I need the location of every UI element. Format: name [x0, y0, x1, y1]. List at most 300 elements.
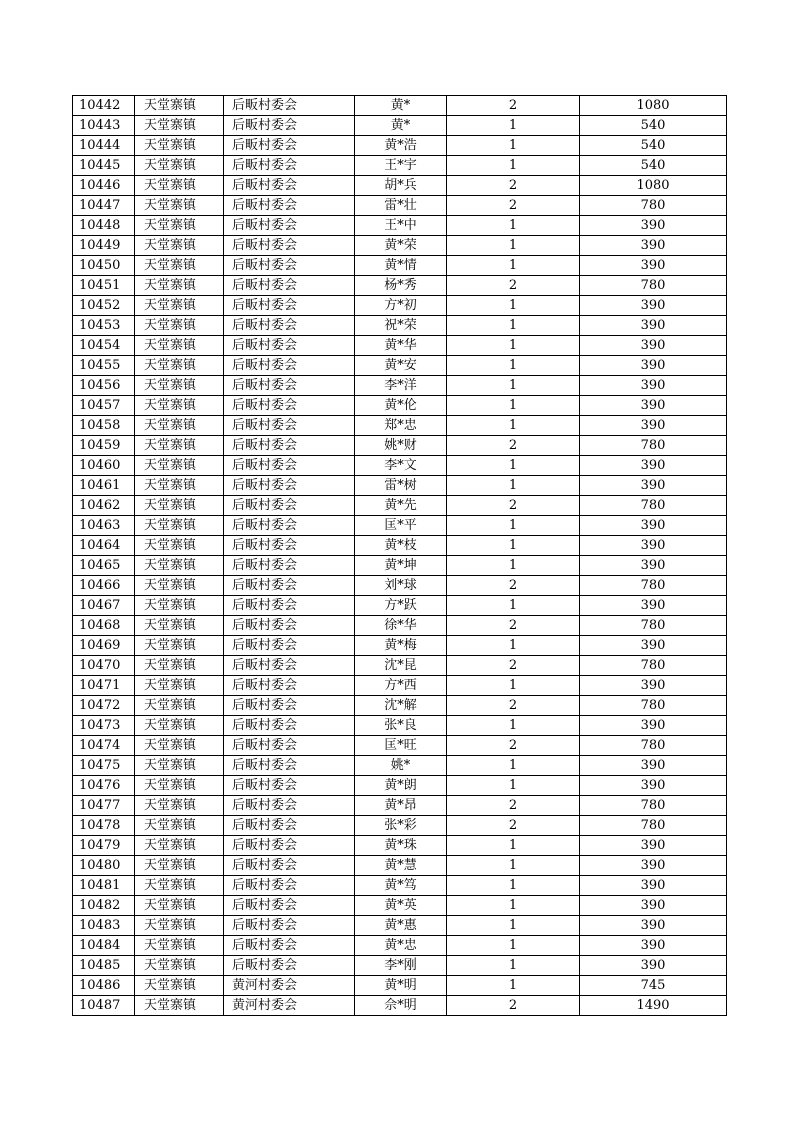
- town-cell: 天堂寨镇: [135, 436, 224, 456]
- amount-cell: 390: [580, 476, 727, 496]
- village-committee-cell: 后畈村委会: [224, 376, 355, 396]
- village-committee-cell: 后畈村委会: [224, 296, 355, 316]
- village-committee-cell: 后畈村委会: [224, 176, 355, 196]
- count-cell: 1: [447, 116, 580, 136]
- name-cell: 黄*: [355, 96, 447, 116]
- town-cell: 天堂寨镇: [135, 156, 224, 176]
- row-number-cell: 10465: [73, 556, 135, 576]
- row-number-cell: 10461: [73, 476, 135, 496]
- name-cell: 李*刚: [355, 956, 447, 976]
- row-number-cell: 10479: [73, 836, 135, 856]
- town-cell: 天堂寨镇: [135, 936, 224, 956]
- table-row: [73, 436, 727, 456]
- amount-cell: 390: [580, 336, 727, 356]
- table-row: [73, 916, 727, 936]
- name-cell: 方*跃: [355, 596, 447, 616]
- name-cell: 方*初: [355, 296, 447, 316]
- town-cell: 天堂寨镇: [135, 976, 224, 996]
- amount-cell: 390: [580, 376, 727, 396]
- village-committee-cell: 后畈村委会: [224, 636, 355, 656]
- table-row: [73, 576, 727, 596]
- table-row: [73, 836, 727, 856]
- amount-cell: 390: [580, 636, 727, 656]
- town-cell: 天堂寨镇: [135, 796, 224, 816]
- count-cell: 1: [447, 856, 580, 876]
- town-cell: 天堂寨镇: [135, 736, 224, 756]
- village-committee-cell: 后畈村委会: [224, 876, 355, 896]
- data-table: [72, 95, 727, 1016]
- village-committee-cell: 后畈村委会: [224, 696, 355, 716]
- name-cell: 黄*荣: [355, 236, 447, 256]
- table-row: [73, 536, 727, 556]
- town-cell: 天堂寨镇: [135, 176, 224, 196]
- name-cell: 郑*忠: [355, 416, 447, 436]
- amount-cell: 780: [580, 276, 727, 296]
- row-number-cell: 10467: [73, 596, 135, 616]
- row-number-cell: 10463: [73, 516, 135, 536]
- town-cell: 天堂寨镇: [135, 836, 224, 856]
- row-number-cell: 10448: [73, 216, 135, 236]
- count-cell: 2: [447, 576, 580, 596]
- row-number-cell: 10475: [73, 756, 135, 776]
- count-cell: 1: [447, 836, 580, 856]
- village-committee-cell: 后畈村委会: [224, 456, 355, 476]
- village-committee-cell: 后畈村委会: [224, 96, 355, 116]
- village-committee-cell: 后畈村委会: [224, 936, 355, 956]
- table-row: [73, 496, 727, 516]
- amount-cell: 390: [580, 856, 727, 876]
- village-committee-cell: 后畈村委会: [224, 316, 355, 336]
- row-number-cell: 10483: [73, 916, 135, 936]
- town-cell: 天堂寨镇: [135, 896, 224, 916]
- village-committee-cell: 后畈村委会: [224, 536, 355, 556]
- row-number-cell: 10487: [73, 996, 135, 1016]
- town-cell: 天堂寨镇: [135, 956, 224, 976]
- name-cell: 黄*昂: [355, 796, 447, 816]
- row-number-cell: 10477: [73, 796, 135, 816]
- town-cell: 天堂寨镇: [135, 196, 224, 216]
- count-cell: 1: [447, 456, 580, 476]
- name-cell: 方*西: [355, 676, 447, 696]
- town-cell: 天堂寨镇: [135, 996, 224, 1016]
- table-row: [73, 216, 727, 236]
- amount-cell: 390: [580, 776, 727, 796]
- name-cell: 杨*秀: [355, 276, 447, 296]
- row-number-cell: 10472: [73, 696, 135, 716]
- amount-cell: 390: [580, 676, 727, 696]
- table-row: [73, 336, 727, 356]
- row-number-cell: 10443: [73, 116, 135, 136]
- village-committee-cell: 后畈村委会: [224, 236, 355, 256]
- row-number-cell: 10480: [73, 856, 135, 876]
- town-cell: 天堂寨镇: [135, 496, 224, 516]
- village-committee-cell: 后畈村委会: [224, 496, 355, 516]
- count-cell: 1: [447, 396, 580, 416]
- row-number-cell: 10466: [73, 576, 135, 596]
- row-number-cell: 10469: [73, 636, 135, 656]
- town-cell: 天堂寨镇: [135, 316, 224, 336]
- count-cell: 1: [447, 296, 580, 316]
- table-row: [73, 596, 727, 616]
- table-row: [73, 396, 727, 416]
- amount-cell: 780: [580, 496, 727, 516]
- count-cell: 1: [447, 636, 580, 656]
- name-cell: 黄*浩: [355, 136, 447, 156]
- amount-cell: 390: [580, 316, 727, 336]
- name-cell: 张*彩: [355, 816, 447, 836]
- table-body: [73, 96, 727, 1016]
- town-cell: 天堂寨镇: [135, 96, 224, 116]
- village-committee-cell: 后畈村委会: [224, 596, 355, 616]
- name-cell: 佘*明: [355, 996, 447, 1016]
- amount-cell: 390: [580, 396, 727, 416]
- row-number-cell: 10453: [73, 316, 135, 336]
- table-row: [73, 236, 727, 256]
- village-committee-cell: 后畈村委会: [224, 136, 355, 156]
- row-number-cell: 10476: [73, 776, 135, 796]
- amount-cell: 780: [580, 196, 727, 216]
- row-number-cell: 10462: [73, 496, 135, 516]
- table-row: [73, 556, 727, 576]
- amount-cell: 1080: [580, 176, 727, 196]
- amount-cell: 390: [580, 536, 727, 556]
- count-cell: 1: [447, 956, 580, 976]
- table-row: [73, 896, 727, 916]
- amount-cell: 390: [580, 596, 727, 616]
- amount-cell: 390: [580, 936, 727, 956]
- table-row: [73, 276, 727, 296]
- table-row: [73, 196, 727, 216]
- amount-cell: 390: [580, 876, 727, 896]
- amount-cell: 390: [580, 236, 727, 256]
- name-cell: 李*洋: [355, 376, 447, 396]
- village-committee-cell: 后畈村委会: [224, 556, 355, 576]
- count-cell: 1: [447, 356, 580, 376]
- table-row: [73, 176, 727, 196]
- village-committee-cell: 后畈村委会: [224, 956, 355, 976]
- row-number-cell: 10485: [73, 956, 135, 976]
- town-cell: 天堂寨镇: [135, 616, 224, 636]
- village-committee-cell: 后畈村委会: [224, 716, 355, 736]
- amount-cell: 390: [580, 896, 727, 916]
- village-committee-cell: 后畈村委会: [224, 396, 355, 416]
- name-cell: 匡*平: [355, 516, 447, 536]
- town-cell: 天堂寨镇: [135, 776, 224, 796]
- amount-cell: 390: [580, 216, 727, 236]
- row-number-cell: 10449: [73, 236, 135, 256]
- table-row: [73, 616, 727, 636]
- count-cell: 1: [447, 336, 580, 356]
- count-cell: 2: [447, 276, 580, 296]
- row-number-cell: 10450: [73, 256, 135, 276]
- village-committee-cell: 黄河村委会: [224, 976, 355, 996]
- amount-cell: 390: [580, 416, 727, 436]
- village-committee-cell: 后畈村委会: [224, 116, 355, 136]
- count-cell: 1: [447, 256, 580, 276]
- amount-cell: 780: [580, 816, 727, 836]
- name-cell: 黄*珠: [355, 836, 447, 856]
- count-cell: 1: [447, 136, 580, 156]
- count-cell: 1: [447, 316, 580, 336]
- row-number-cell: 10470: [73, 656, 135, 676]
- village-committee-cell: 后畈村委会: [224, 256, 355, 276]
- row-number-cell: 10456: [73, 376, 135, 396]
- count-cell: 2: [447, 196, 580, 216]
- village-committee-cell: 后畈村委会: [224, 896, 355, 916]
- row-number-cell: 10457: [73, 396, 135, 416]
- name-cell: 黄*英: [355, 896, 447, 916]
- village-committee-cell: 黄河村委会: [224, 996, 355, 1016]
- name-cell: 姚*: [355, 756, 447, 776]
- village-committee-cell: 后畈村委会: [224, 416, 355, 436]
- name-cell: 黄*坤: [355, 556, 447, 576]
- town-cell: 天堂寨镇: [135, 296, 224, 316]
- town-cell: 天堂寨镇: [135, 136, 224, 156]
- town-cell: 天堂寨镇: [135, 256, 224, 276]
- table-row: [73, 876, 727, 896]
- count-cell: 2: [447, 96, 580, 116]
- table-row: [73, 636, 727, 656]
- count-cell: 1: [447, 716, 580, 736]
- table-row: [73, 716, 727, 736]
- village-committee-cell: 后畈村委会: [224, 736, 355, 756]
- town-cell: 天堂寨镇: [135, 876, 224, 896]
- amount-cell: 780: [580, 736, 727, 756]
- count-cell: 1: [447, 156, 580, 176]
- count-cell: 1: [447, 756, 580, 776]
- table-row: [73, 936, 727, 956]
- name-cell: 王*宇: [355, 156, 447, 176]
- row-number-cell: 10454: [73, 336, 135, 356]
- town-cell: 天堂寨镇: [135, 716, 224, 736]
- amount-cell: 1490: [580, 996, 727, 1016]
- name-cell: 匡*旺: [355, 736, 447, 756]
- row-number-cell: 10482: [73, 896, 135, 916]
- name-cell: 沈*解: [355, 696, 447, 716]
- row-number-cell: 10484: [73, 936, 135, 956]
- town-cell: 天堂寨镇: [135, 516, 224, 536]
- count-cell: 1: [447, 976, 580, 996]
- row-number-cell: 10471: [73, 676, 135, 696]
- table-row: [73, 136, 727, 156]
- count-cell: 2: [447, 616, 580, 636]
- town-cell: 天堂寨镇: [135, 816, 224, 836]
- amount-cell: 540: [580, 136, 727, 156]
- row-number-cell: 10444: [73, 136, 135, 156]
- row-number-cell: 10452: [73, 296, 135, 316]
- table-row: [73, 996, 727, 1016]
- amount-cell: 390: [580, 456, 727, 476]
- village-committee-cell: 后畈村委会: [224, 336, 355, 356]
- town-cell: 天堂寨镇: [135, 596, 224, 616]
- name-cell: 黄*安: [355, 356, 447, 376]
- count-cell: 1: [447, 416, 580, 436]
- village-committee-cell: 后畈村委会: [224, 656, 355, 676]
- table-row: [73, 516, 727, 536]
- town-cell: 天堂寨镇: [135, 216, 224, 236]
- village-committee-cell: 后畈村委会: [224, 476, 355, 496]
- village-committee-cell: 后畈村委会: [224, 836, 355, 856]
- count-cell: 1: [447, 556, 580, 576]
- row-number-cell: 10474: [73, 736, 135, 756]
- name-cell: 黄*先: [355, 496, 447, 516]
- count-cell: 1: [447, 216, 580, 236]
- name-cell: 雷*壮: [355, 196, 447, 216]
- count-cell: 1: [447, 536, 580, 556]
- amount-cell: 1080: [580, 96, 727, 116]
- amount-cell: 390: [580, 356, 727, 376]
- row-number-cell: 10468: [73, 616, 135, 636]
- village-committee-cell: 后畈村委会: [224, 776, 355, 796]
- table-row: [73, 156, 727, 176]
- amount-cell: 390: [580, 916, 727, 936]
- row-number-cell: 10447: [73, 196, 135, 216]
- amount-cell: 540: [580, 156, 727, 176]
- row-number-cell: 10473: [73, 716, 135, 736]
- village-committee-cell: 后畈村委会: [224, 516, 355, 536]
- table-row: [73, 316, 727, 336]
- amount-cell: 780: [580, 796, 727, 816]
- name-cell: 王*中: [355, 216, 447, 236]
- name-cell: 李*文: [355, 456, 447, 476]
- village-committee-cell: 后畈村委会: [224, 436, 355, 456]
- name-cell: 姚*财: [355, 436, 447, 456]
- table-row: [73, 96, 727, 116]
- amount-cell: 780: [580, 616, 727, 636]
- name-cell: 祝*荣: [355, 316, 447, 336]
- amount-cell: 390: [580, 756, 727, 776]
- row-number-cell: 10458: [73, 416, 135, 436]
- village-committee-cell: 后畈村委会: [224, 856, 355, 876]
- count-cell: 2: [447, 736, 580, 756]
- town-cell: 天堂寨镇: [135, 756, 224, 776]
- table-row: [73, 656, 727, 676]
- table-row: [73, 256, 727, 276]
- town-cell: 天堂寨镇: [135, 116, 224, 136]
- name-cell: 黄*华: [355, 336, 447, 356]
- name-cell: 黄*惠: [355, 916, 447, 936]
- village-committee-cell: 后畈村委会: [224, 616, 355, 636]
- name-cell: 张*良: [355, 716, 447, 736]
- village-committee-cell: 后畈村委会: [224, 576, 355, 596]
- village-committee-cell: 后畈村委会: [224, 916, 355, 936]
- name-cell: 黄*伦: [355, 396, 447, 416]
- count-cell: 2: [447, 796, 580, 816]
- count-cell: 1: [447, 776, 580, 796]
- row-number-cell: 10481: [73, 876, 135, 896]
- row-number-cell: 10455: [73, 356, 135, 376]
- town-cell: 天堂寨镇: [135, 276, 224, 296]
- name-cell: 沈*昆: [355, 656, 447, 676]
- village-committee-cell: 后畈村委会: [224, 756, 355, 776]
- name-cell: 黄*忠: [355, 936, 447, 956]
- table-row: [73, 776, 727, 796]
- village-committee-cell: 后畈村委会: [224, 156, 355, 176]
- town-cell: 天堂寨镇: [135, 536, 224, 556]
- name-cell: 徐*华: [355, 616, 447, 636]
- town-cell: 天堂寨镇: [135, 356, 224, 376]
- table-row: [73, 756, 727, 776]
- count-cell: 2: [447, 176, 580, 196]
- amount-cell: 390: [580, 556, 727, 576]
- amount-cell: 745: [580, 976, 727, 996]
- count-cell: 1: [447, 676, 580, 696]
- count-cell: 1: [447, 516, 580, 536]
- table-row: [73, 296, 727, 316]
- table-row: [73, 676, 727, 696]
- amount-cell: 390: [580, 956, 727, 976]
- row-number-cell: 10464: [73, 536, 135, 556]
- name-cell: 黄*笃: [355, 876, 447, 896]
- village-committee-cell: 后畈村委会: [224, 816, 355, 836]
- table-row: [73, 736, 727, 756]
- town-cell: 天堂寨镇: [135, 336, 224, 356]
- table-row: [73, 816, 727, 836]
- village-committee-cell: 后畈村委会: [224, 196, 355, 216]
- amount-cell: 390: [580, 296, 727, 316]
- town-cell: 天堂寨镇: [135, 376, 224, 396]
- town-cell: 天堂寨镇: [135, 696, 224, 716]
- name-cell: 黄*明: [355, 976, 447, 996]
- name-cell: 黄*梅: [355, 636, 447, 656]
- name-cell: 黄*: [355, 116, 447, 136]
- table-row: [73, 856, 727, 876]
- row-number-cell: 10442: [73, 96, 135, 116]
- town-cell: 天堂寨镇: [135, 396, 224, 416]
- row-number-cell: 10460: [73, 456, 135, 476]
- name-cell: 黄*慧: [355, 856, 447, 876]
- count-cell: 2: [447, 496, 580, 516]
- count-cell: 2: [447, 996, 580, 1016]
- table-row: [73, 356, 727, 376]
- count-cell: 1: [447, 596, 580, 616]
- name-cell: 刘*球: [355, 576, 447, 596]
- count-cell: 2: [447, 656, 580, 676]
- town-cell: 天堂寨镇: [135, 456, 224, 476]
- count-cell: 1: [447, 476, 580, 496]
- name-cell: 黄*枝: [355, 536, 447, 556]
- row-number-cell: 10459: [73, 436, 135, 456]
- town-cell: 天堂寨镇: [135, 236, 224, 256]
- amount-cell: 390: [580, 516, 727, 536]
- town-cell: 天堂寨镇: [135, 556, 224, 576]
- table-row: [73, 796, 727, 816]
- table-row: [73, 696, 727, 716]
- row-number-cell: 10478: [73, 816, 135, 836]
- row-number-cell: 10445: [73, 156, 135, 176]
- table-row: [73, 456, 727, 476]
- amount-cell: 780: [580, 576, 727, 596]
- village-committee-cell: 后畈村委会: [224, 676, 355, 696]
- count-cell: 1: [447, 896, 580, 916]
- village-committee-cell: 后畈村委会: [224, 356, 355, 376]
- table-row: [73, 376, 727, 396]
- table-row: [73, 416, 727, 436]
- amount-cell: 540: [580, 116, 727, 136]
- village-committee-cell: 后畈村委会: [224, 276, 355, 296]
- town-cell: 天堂寨镇: [135, 916, 224, 936]
- village-committee-cell: 后畈村委会: [224, 796, 355, 816]
- row-number-cell: 10451: [73, 276, 135, 296]
- row-number-cell: 10486: [73, 976, 135, 996]
- name-cell: 雷*树: [355, 476, 447, 496]
- town-cell: 天堂寨镇: [135, 416, 224, 436]
- count-cell: 1: [447, 376, 580, 396]
- amount-cell: 390: [580, 836, 727, 856]
- town-cell: 天堂寨镇: [135, 676, 224, 696]
- amount-cell: 780: [580, 436, 727, 456]
- table-row: [73, 956, 727, 976]
